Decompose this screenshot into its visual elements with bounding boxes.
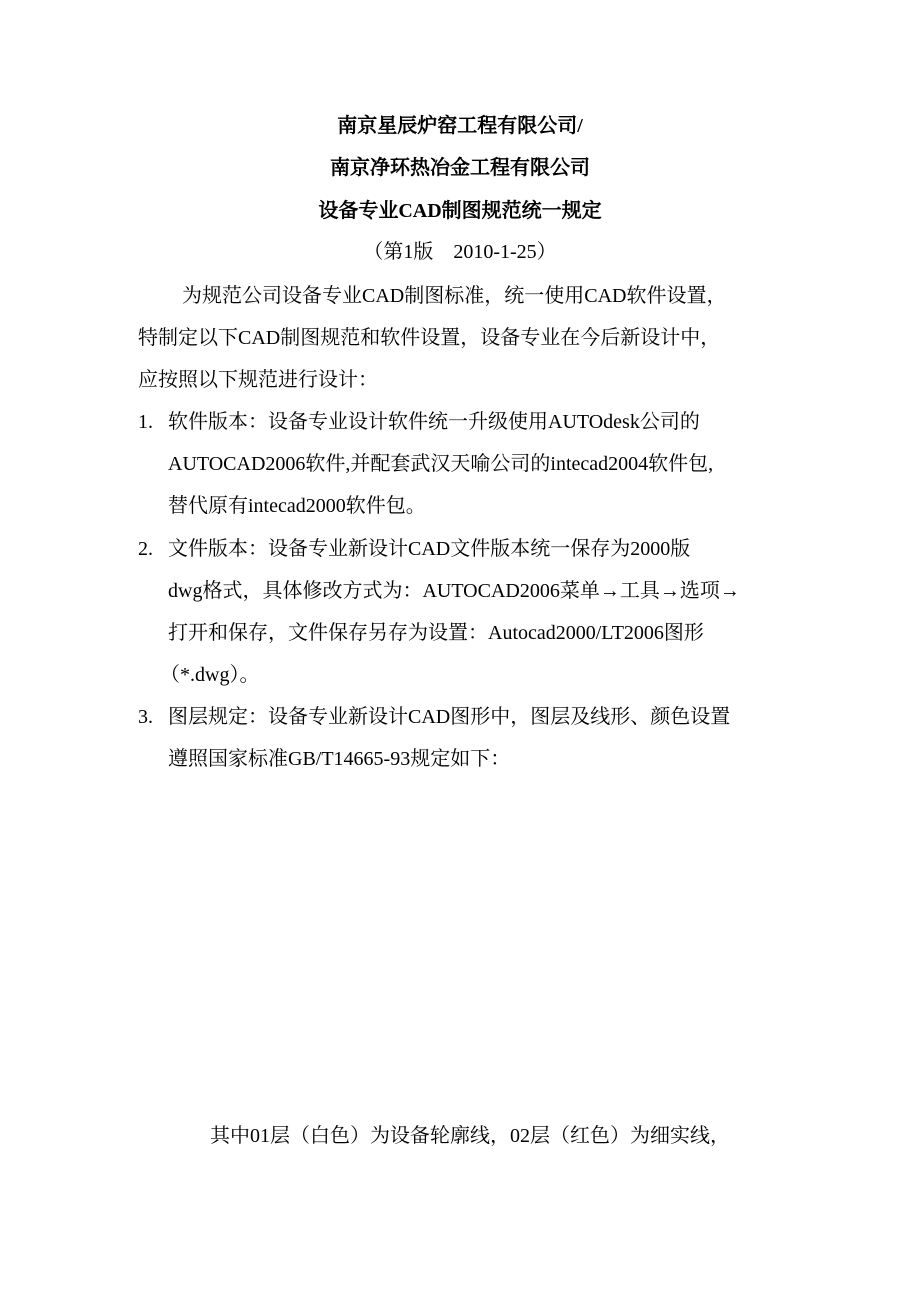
item-2-line-2: dwg格式，具体修改方式为：AUTOCAD2006菜单→工具→选项→ [168, 580, 740, 602]
item-2-line-4: （*.dwg）。 [160, 664, 260, 686]
title-line-1: 南京星辰炉窑工程有限公司/ [337, 115, 583, 137]
item-1-line-2: AUTOCAD2006软件,并配套武汉天喻公司的intecad2004软件包, [168, 453, 714, 475]
item-1-number: 1. [138, 411, 153, 433]
item-2-line-1: 文件版本：设备专业新设计CAD文件版本统一保存为2000版 [168, 538, 691, 560]
item-1-line-3: 替代原有intecad2000软件包。 [168, 495, 426, 517]
item-3-line-1: 图层规定：设备专业新设计CAD图形中，图层及线形、颜色设置 [168, 706, 731, 728]
item-2-number: 2. [138, 538, 153, 560]
item-3-number: 3. [138, 706, 153, 728]
intro-line-1: 为规范公司设备专业CAD制图标准，统一使用CAD软件设置， [182, 285, 727, 307]
intro-line-2: 特制定以下CAD制图规范和软件设置，设备专业在今后新设计中， [138, 327, 721, 349]
document-title: 设备专业CAD制图规范统一规定 [318, 200, 602, 222]
item-3-line-2: 遵照国家标准GB/T14665-93规定如下： [168, 748, 511, 770]
layer-description-line: 其中01层（白色）为设备轮廓线，02层（红色）为细实线， [210, 1125, 730, 1147]
version-line: （第1版 2010-1-25） [363, 241, 557, 263]
title-line-2: 南京净环热冶金工程有限公司 [330, 157, 590, 179]
item-1-line-1: 软件版本：设备专业设计软件统一升级使用AUTOdesk公司的 [168, 411, 700, 433]
item-2-line-3: 打开和保存，文件保存另存为设置：Autocad2000/LT2006图形 [168, 622, 704, 644]
intro-line-3: 应按照以下规范进行设计： [138, 369, 378, 391]
